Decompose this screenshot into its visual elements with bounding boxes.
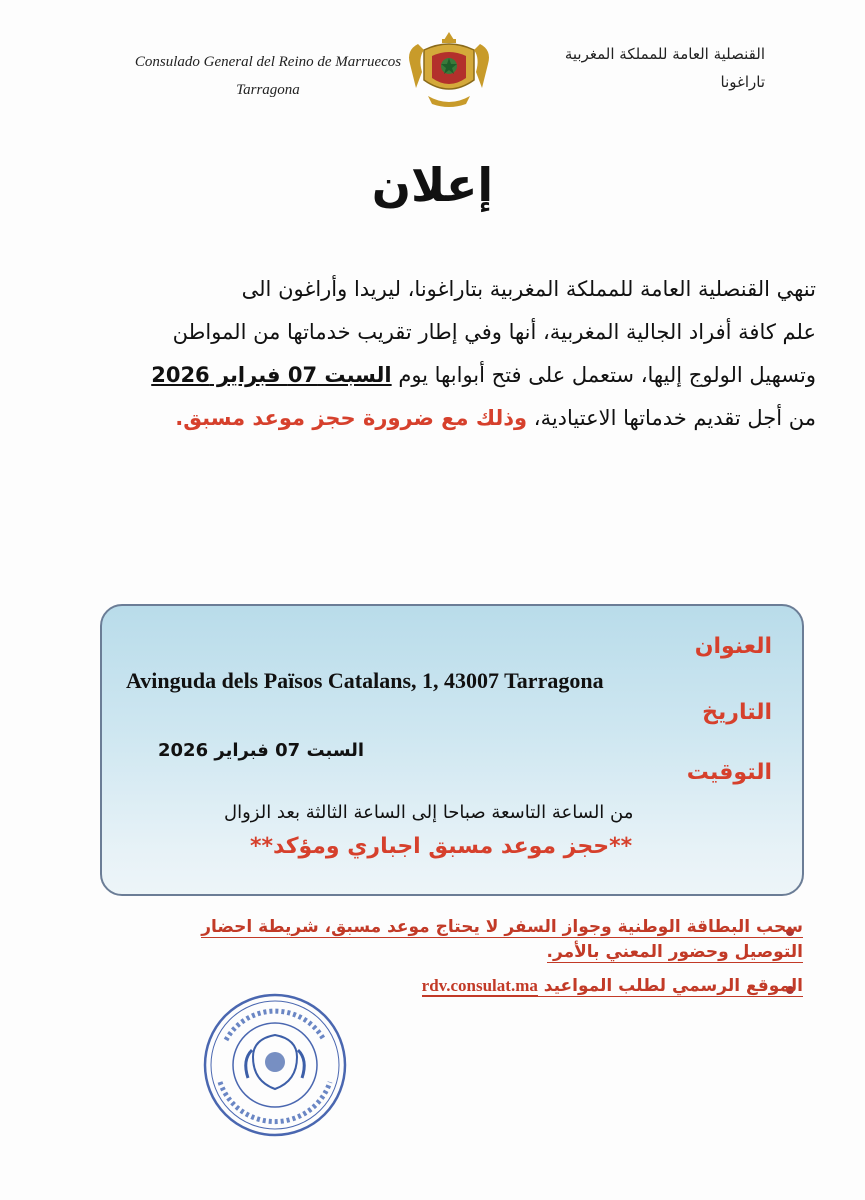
header-spanish-line1: Consulado General del Reino de Marruecos [134, 54, 402, 70]
header-arabic-line2: تاراغونا [720, 73, 765, 91]
opening-date: السبت 07 فبراير 2026 [151, 363, 392, 387]
label-address: العنوان [694, 634, 772, 659]
appointment-notice: وذلك مع ضرورة حجز موعد مسبق. [175, 406, 528, 430]
note-id-passport [201, 915, 803, 965]
time-value: من الساعة التاسعة صباحا إلى الساعة الثالثة بعد الزوال [224, 802, 634, 823]
note-1-line-1: سحب البطاقة الوطنية وجواز السفر لا يحتاج موعد مسبق، شريطة احضار [201, 917, 803, 937]
appointment-site-link[interactable]: rdv.consulat.ma [421, 976, 538, 995]
body-line-4-text: من أجل تقديم خدماتها الاعتيادية، [527, 406, 816, 430]
announcement-body [96, 268, 816, 440]
header-arabic-line1: القنصلية العامة للمملكة المغربية [564, 45, 765, 63]
label-date: التاريخ [702, 700, 772, 725]
body-line-3 [96, 354, 816, 397]
header-arabic [485, 40, 765, 96]
date-value: السبت 07 فبراير 2026 [158, 740, 365, 761]
page-title: إعلان [371, 158, 494, 212]
label-time: التوقيت [686, 760, 772, 785]
body-line-1: تنهي القنصلية العامة للمملكة المغربية بتاراغونا، ليريدا وأراغون الى [241, 277, 816, 301]
header-spanish [118, 48, 418, 104]
header-spanish-line2: Tarragona [236, 82, 300, 98]
info-box [100, 604, 804, 896]
note-1-line-2: التوصيل وحضور المعني بالأمر. [546, 942, 803, 962]
consulate-seal-icon [200, 990, 350, 1140]
body-line-4 [96, 397, 816, 440]
address-value: Avinguda dels Països Catalans, 1, 43007 Tarragona [126, 668, 604, 693]
note-official-site [422, 973, 803, 999]
body-line-3-text: وتسهيل الولوج إليها، ستعمل على فتح أبوابها يوم [391, 363, 816, 387]
coat-of-arms-icon [402, 30, 496, 112]
note-2-text: الموقع الرسمي لطلب المواعيد [543, 976, 803, 996]
body-line-2: علم كافة أفراد الجالية المغربية، أنها وفي إطار تقريب خدماتها من المواطن [172, 320, 816, 344]
appointment-required: **حجز موعد مسبق اجباري ومؤكد** [250, 834, 633, 859]
